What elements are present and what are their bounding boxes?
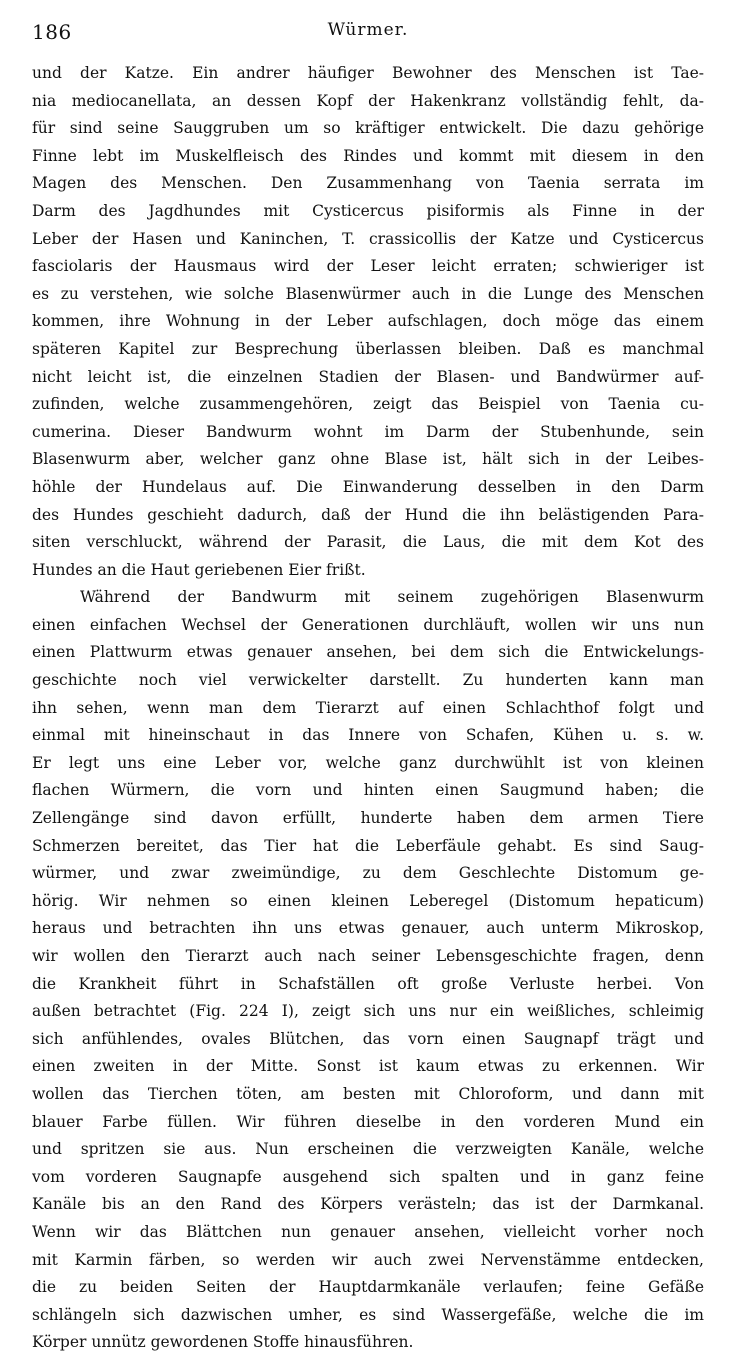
text-line: geschichte noch viel verwickelter darstellt. Zu hunderten kann man (32, 671, 704, 690)
text-line: kommen, ihre Wohnung in der Leber aufschlagen, doch möge das einem (32, 312, 704, 331)
text-line: heraus und betrachten ihn uns etwas genauer, auch unterm Mikroskop, (32, 919, 704, 938)
text-line: einmal mit hineinschaut in das Innere von Schafen, Kühen u. s. w. (32, 726, 704, 745)
text-line: cumerina. Dieser Bandwurm wohnt im Darm der Stubenhunde, sein (32, 422, 704, 441)
text-line: Magen des Menschen. Den Zusammenhang von Taenia serrata im (32, 174, 704, 193)
page-header (32, 14, 704, 48)
text-line: Zellengänge sind davon erfüllt, hunderte haben dem armen Tiere (32, 809, 704, 828)
text-line: zufinden, welche zusammengehören, zeigt das Beispiel von Taenia cu- (32, 395, 704, 414)
text-line: nia mediocanellata, an dessen Kopf der Hakenkranz vollständig fehlt, da- (32, 91, 704, 110)
text-line: Blasenwurm aber, welcher ganz ohne Blase ist, hält sich in der Leibes- (32, 450, 704, 469)
text-line: die zu beiden Seiten der Hauptdarmkanäle verlaufen; feine Gefäße (32, 1278, 704, 1297)
text-line: und spritzen sie aus. Nun erscheinen die verzweigten Kanäle, welche (32, 1140, 704, 1159)
text-line: Hundes an die Haut geriebenen Eier frißt. (32, 560, 366, 579)
text-line: Leber der Hasen und Kaninchen, T. crassicollis der Katze und Cysticercus (32, 229, 704, 248)
running-head: Würmer. (327, 20, 409, 40)
text-line: sich anfühlendes, ovales Blütchen, das vorn einen Saugnapf trägt und (32, 1029, 704, 1048)
paragraph (32, 584, 704, 1357)
page-number: 186 (32, 20, 72, 44)
text-line: wollen das Tierchen töten, am besten mit Chloroform, und dann mit (32, 1084, 704, 1103)
text-line: flachen Würmern, die vorn und hinten einen Saugmund haben; die (32, 781, 704, 800)
text-line: für sind seine Sauggruben um so kräftiger entwickelt. Die dazu gehörige (32, 119, 704, 138)
text-line: Während der Bandwurm mit seinem zugehörigen Blasenwurm (80, 588, 704, 607)
text-line: Darm des Jagdhundes mit Cysticercus pisiformis als Finne in der (32, 201, 704, 220)
text-line: würmer, und zwar zweimündige, zu dem Geschlechte Distomum ge- (32, 864, 704, 883)
text-line: blauer Farbe füllen. Wir führen dieselbe in den vorderen Mund ein (32, 1112, 704, 1131)
text-line: Er legt uns eine Leber vor, welche ganz durchwühlt ist von kleinen (32, 753, 704, 772)
text-line: siten verschluckt, während der Parasit, die Laus, die mit dem Kot des (32, 533, 704, 552)
text-line: die Krankheit führt in Schafställen oft große Verluste herbei. Von (32, 974, 704, 993)
text-line: und der Katze. Ein andrer häufiger Bewohner des Menschen ist Tae- (32, 64, 704, 82)
text-line: einen zweiten in der Mitte. Sonst ist kaum etwas zu erkennen. Wir (32, 1057, 704, 1076)
text-line: höhle der Hundelaus auf. Die Einwanderung desselben in den Darm (32, 477, 704, 496)
text-line: nicht leicht ist, die einzelnen Stadien der Blasen- und Bandwürmer auf- (32, 367, 704, 386)
text-line: einen einfachen Wechsel der Generationen durchläuft, wollen wir uns nun (32, 615, 704, 634)
text-line: vom vorderen Saugnapfe ausgehend sich spalten und in ganz feine (32, 1167, 704, 1186)
text-line: Kanäle bis an den Rand des Körpers verästeln; das ist der Darmkanal. (32, 1195, 704, 1214)
text-line: wir wollen den Tierarzt auch nach seiner Lebensgeschichte fragen, denn (32, 947, 704, 965)
text-line: außen betrachtet (Fig. 224 I), zeigt sich uns nur ein weißliches, schleimig (32, 1002, 704, 1021)
text-line: Schmerzen bereitet, das Tier hat die Leberfäule gehabt. Es sind Saug- (32, 836, 704, 855)
text-line: es zu verstehen, wie solche Blasenwürmer auch in die Lunge des Menschen (32, 284, 704, 303)
text-line: des Hundes geschieht dadurch, daß der Hund die ihn belästigenden Para- (32, 505, 704, 524)
text-line: späteren Kapitel zur Besprechung überlassen bleiben. Daß es manchmal (32, 339, 704, 358)
text-line: mit Karmin färben, so werden wir auch zwei Nervenstämme entdecken, (32, 1250, 704, 1269)
paragraph (32, 60, 704, 584)
text-line: ihn sehen, wenn man dem Tierarzt auf einen Schlachthof folgt und (32, 698, 704, 717)
text-line: hörig. Wir nehmen so einen kleinen Leberegel (Distomum hepaticum) (32, 891, 704, 910)
text-line: schlängeln sich dazwischen umher, es sind Wassergefäße, welche die im (32, 1305, 704, 1324)
text-line: Körper unnütz gewordenen Stoffe hinausführen. (32, 1333, 414, 1352)
text-line: Finne lebt im Muskelfleisch des Rindes und kommt mit diesem in den (32, 146, 704, 165)
text-line: Wenn wir das Blättchen nun genauer ansehen, vielleicht vorher noch (32, 1222, 704, 1241)
text-line: fasciolaris der Hausmaus wird der Leser leicht erraten; schwieriger ist (32, 257, 704, 276)
text-line: einen Plattwurm etwas genauer ansehen, bei dem sich die Entwickelungs- (32, 643, 704, 662)
body-text (32, 60, 704, 1357)
